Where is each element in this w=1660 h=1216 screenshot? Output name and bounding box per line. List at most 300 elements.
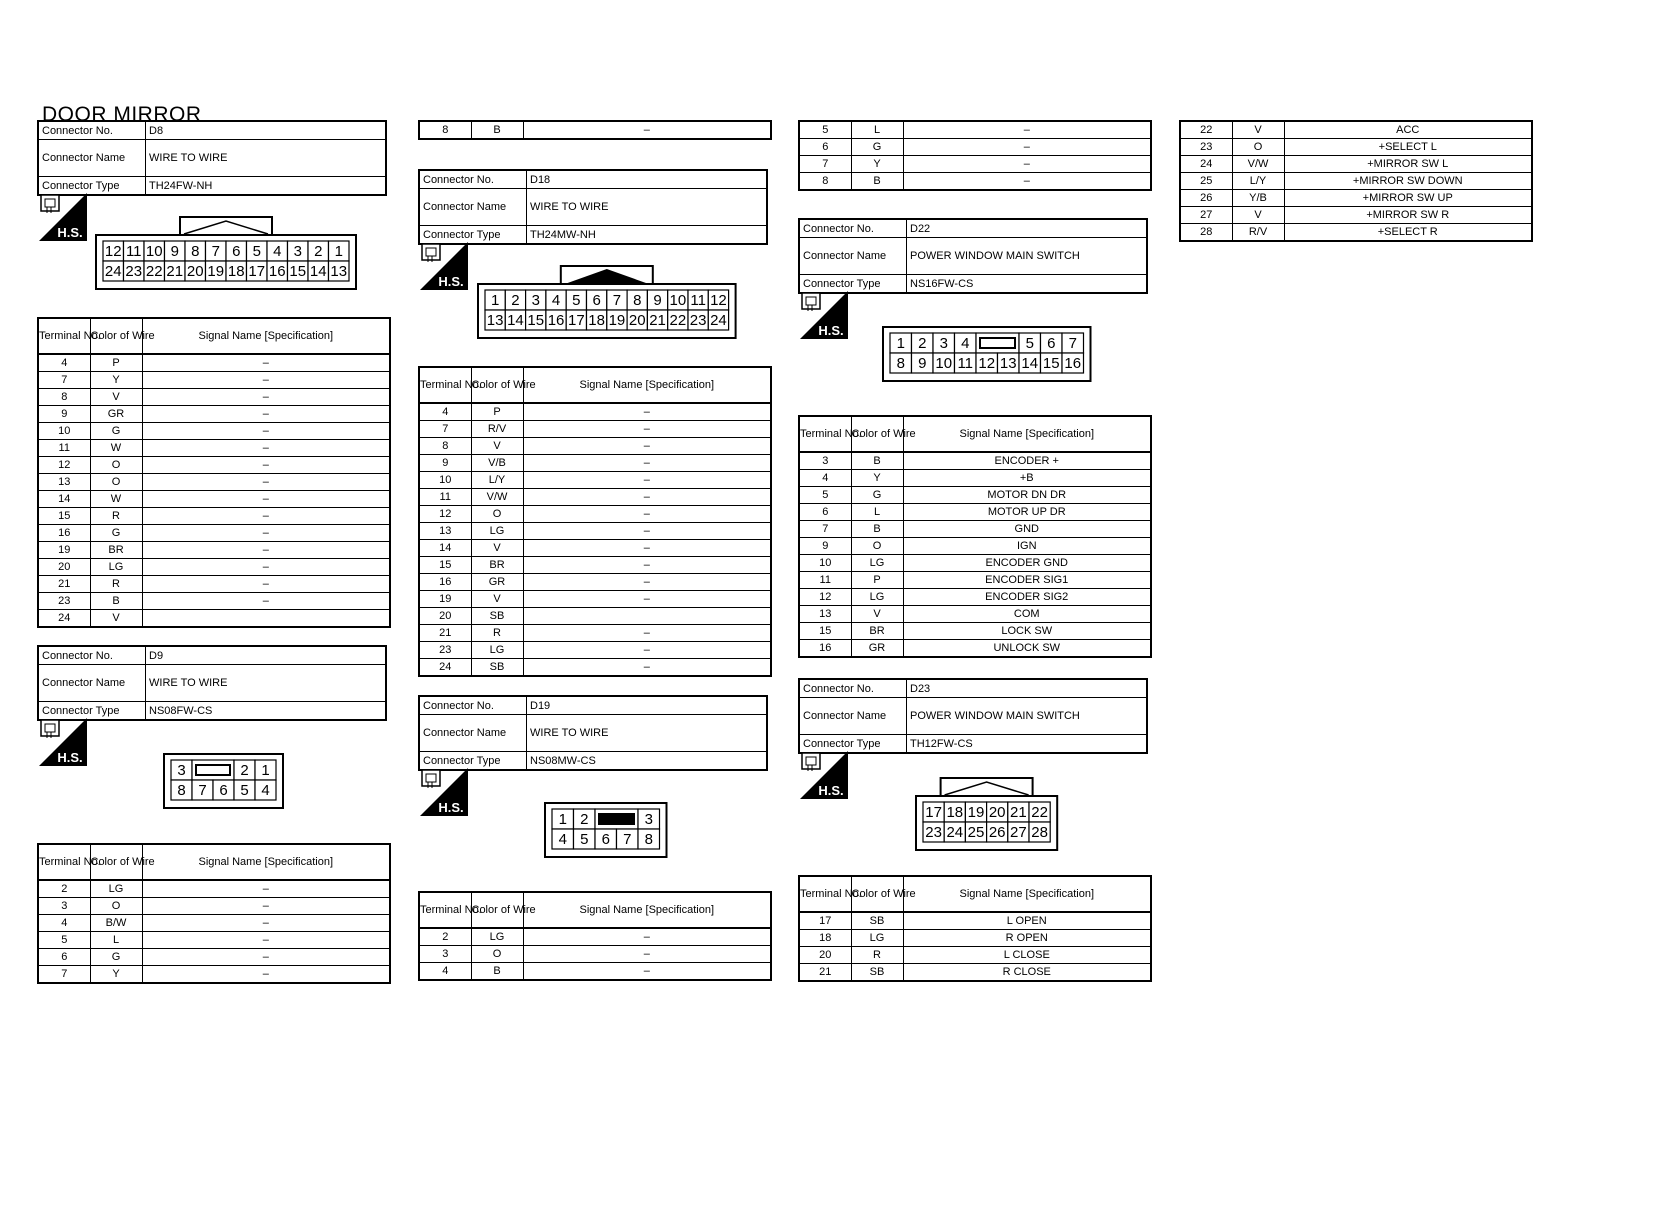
d8-no-label: Connector No. (38, 121, 146, 140)
table-row (419, 557, 771, 574)
table-row (38, 576, 390, 593)
connector-key-slot (196, 765, 230, 775)
terminal-cell: 23 (419, 642, 471, 659)
signal-cell: ENCODER SIG1 (903, 572, 1151, 589)
table-row (799, 156, 1151, 173)
signal-cell: MOTOR UP DR (903, 504, 1151, 521)
d8-info-name-row (38, 140, 386, 177)
color-header: Color of Wire (90, 318, 142, 354)
terminal-header: Terminal No. (38, 318, 90, 354)
table-header-row (38, 318, 390, 354)
d22-type-label: Connector Type (799, 275, 907, 294)
signal-cell: – (523, 946, 771, 963)
d23-type-value: TH12FW-CS (907, 735, 1148, 754)
terminal-pin: 11 (957, 355, 974, 372)
table-row (419, 928, 771, 946)
signal-header: Signal Name [Specification] (523, 367, 771, 403)
terminal-pin: 6 (592, 292, 601, 309)
d9-name-value: WIRE TO WIRE (146, 665, 387, 702)
color-cell: V/W (471, 489, 523, 506)
d8-info-table (37, 120, 387, 196)
terminal-pin: 17 (248, 263, 266, 280)
table-row (1180, 224, 1532, 242)
terminal-pin: 7 (211, 243, 220, 260)
d23-info-type-row (799, 735, 1147, 754)
terminal-pin: 21 (1010, 804, 1027, 821)
color-cell: SB (851, 912, 903, 930)
signal-cell: – (523, 642, 771, 659)
d23-name-label: Connector Name (799, 698, 907, 735)
signal-cell: MOTOR DN DR (903, 487, 1151, 504)
table-row (419, 472, 771, 489)
color-cell: V/B (471, 455, 523, 472)
color-header: Color of Wire (851, 876, 903, 912)
d8-terminal-table (37, 317, 391, 628)
signal-cell: – (523, 506, 771, 523)
terminal-pin: 18 (227, 263, 245, 280)
signal-cell: +MIRROR SW L (1284, 156, 1532, 173)
hs-label: H.S. (438, 800, 464, 815)
signal-cell: – (142, 440, 390, 457)
terminal-pin: 5 (1025, 335, 1034, 352)
color-cell: B (851, 521, 903, 538)
terminal-pin: 20 (186, 263, 204, 280)
terminal-pin: 14 (1021, 355, 1039, 372)
signal-cell: ENCODER SIG2 (903, 589, 1151, 606)
terminal-cell: 6 (799, 504, 851, 521)
terminal-pin: 1 (261, 762, 270, 779)
color-cell: V (90, 389, 142, 406)
color-cell: Y (851, 470, 903, 487)
color-cell: BR (471, 557, 523, 574)
terminal-pin: 20 (628, 312, 646, 329)
hs-label: H.S. (818, 323, 844, 338)
d22-name-label: Connector Name (799, 238, 907, 275)
table-row (38, 423, 390, 440)
terminal-cell: 9 (419, 455, 471, 472)
table-header-row (38, 844, 390, 880)
signal-cell: – (523, 421, 771, 438)
color-cell: R (90, 576, 142, 593)
d8-type-label: Connector Type (38, 177, 146, 196)
color-cell: Y (90, 372, 142, 389)
terminal-cell: 15 (38, 508, 90, 525)
table-row (38, 508, 390, 525)
table-row (38, 559, 390, 576)
terminal-cell: 26 (1180, 190, 1232, 207)
signal-cell: L OPEN (903, 912, 1151, 930)
hs-icon (420, 242, 468, 290)
table-row (1180, 139, 1532, 156)
hs-label: H.S. (57, 750, 83, 765)
signal-cell: – (523, 540, 771, 557)
terminal-cell: 24 (38, 610, 90, 628)
color-cell: B (90, 593, 142, 610)
d8-type-value: TH24FW-NH (146, 177, 387, 196)
d9-info-name-row (38, 665, 386, 702)
terminal-cell: 5 (799, 121, 851, 139)
color-header: Color of Wire (851, 416, 903, 452)
terminal-pin: 19 (608, 312, 626, 329)
color-cell: LG (90, 559, 142, 576)
color-cell: W (90, 491, 142, 508)
hs-icon (39, 193, 87, 241)
d9-info-table (37, 645, 387, 721)
table-row (1180, 207, 1532, 224)
d18-name-value: WIRE TO WIRE (527, 189, 768, 226)
color-cell: L (851, 504, 903, 521)
d23-name-value: POWER WINDOW MAIN SWITCH (907, 698, 1148, 735)
color-cell: W (90, 440, 142, 457)
table-row (419, 625, 771, 642)
table-row (419, 438, 771, 455)
terminal-cell: 24 (419, 659, 471, 677)
table-row (799, 964, 1151, 982)
d19-type-label: Connector Type (419, 752, 527, 771)
signal-header: Signal Name [Specification] (142, 318, 390, 354)
color-cell: L/Y (1232, 173, 1284, 190)
d18-info-name-row (419, 189, 767, 226)
terminal-pin: 24 (946, 824, 964, 841)
d8-no-value: D8 (146, 121, 387, 140)
table-row (419, 421, 771, 438)
connector-key-slot (980, 338, 1015, 348)
table-row (419, 591, 771, 608)
color-cell: V (1232, 121, 1284, 139)
table-row (38, 474, 390, 491)
terminal-pin: 15 (1042, 355, 1060, 372)
color-cell: LG (471, 523, 523, 540)
terminal-pin: 22 (145, 263, 163, 280)
terminal-pin: 17 (925, 804, 942, 821)
color-cell: P (851, 572, 903, 589)
signal-cell: – (523, 557, 771, 574)
terminal-cell: 16 (38, 525, 90, 542)
d23-info-name-row (799, 698, 1147, 735)
terminal-pin: 3 (644, 811, 653, 828)
table-row (38, 593, 390, 610)
table-row (419, 608, 771, 625)
hs-icon (39, 718, 87, 766)
terminal-pin: 7 (198, 782, 207, 799)
terminal-header: Terminal No. (419, 367, 471, 403)
terminal-cell: 7 (419, 421, 471, 438)
hs-icon (800, 291, 848, 339)
hs-label: H.S. (438, 274, 464, 289)
terminal-pin: 2 (580, 811, 589, 828)
d18-type-value: TH24MW-NH (527, 226, 768, 245)
table-row (799, 589, 1151, 606)
signal-cell: +B (903, 470, 1151, 487)
terminal-pin: 9 (653, 292, 662, 309)
terminal-cell: 12 (799, 589, 851, 606)
d19-info-table (418, 695, 768, 771)
signal-cell: – (523, 438, 771, 455)
table-row (799, 452, 1151, 470)
terminal-cell: 2 (38, 880, 90, 898)
signal-cell: – (523, 625, 771, 642)
d19-name-label: Connector Name (419, 715, 527, 752)
table-row (38, 610, 390, 628)
d22-info-table (798, 218, 1148, 294)
d9-info-no-row (38, 646, 386, 665)
terminal-cell: 4 (419, 963, 471, 981)
color-cell: LG (851, 930, 903, 947)
terminal-pin: 19 (967, 804, 985, 821)
terminal-pin: 20 (988, 804, 1006, 821)
terminal-pin: 15 (527, 312, 545, 329)
terminal-pin: 4 (558, 831, 567, 848)
table-row (799, 640, 1151, 658)
color-cell: B/W (90, 915, 142, 932)
terminal-cell: 11 (799, 572, 851, 589)
table-row (419, 506, 771, 523)
terminal-cell: 8 (419, 438, 471, 455)
table-row (799, 606, 1151, 623)
color-cell: V (471, 540, 523, 557)
d18-no-label: Connector No. (419, 170, 527, 189)
signal-header: Signal Name [Specification] (523, 892, 771, 928)
signal-header: Signal Name [Specification] (142, 844, 390, 880)
table-row (419, 403, 771, 421)
hs-label: H.S. (818, 783, 844, 798)
terminal-pin: 8 (896, 355, 905, 372)
terminal-pin: 13 (486, 312, 504, 329)
d19-connector-face (544, 802, 668, 858)
terminal-cell: 5 (38, 932, 90, 949)
terminal-cell: 7 (799, 521, 851, 538)
terminal-cell: 11 (419, 489, 471, 506)
table-row (38, 898, 390, 915)
terminal-pin: 12 (710, 292, 727, 309)
terminal-pin: 14 (507, 312, 524, 329)
d18-connector-face (477, 265, 737, 339)
d8-name-label: Connector Name (38, 140, 146, 177)
terminal-cell: 13 (799, 606, 851, 623)
terminal-pin: 1 (334, 243, 343, 260)
signal-cell: ACC (1284, 121, 1532, 139)
color-cell: LG (90, 880, 142, 898)
signal-cell: – (142, 354, 390, 372)
d18-terminal-table (418, 366, 772, 677)
terminal-pin: 2 (918, 335, 927, 352)
signal-cell: UNLOCK SW (903, 640, 1151, 658)
table-row (38, 525, 390, 542)
color-cell: G (90, 949, 142, 966)
terminal-cell: 22 (1180, 121, 1232, 139)
table-row (799, 947, 1151, 964)
terminal-pin: 16 (268, 263, 286, 280)
color-cell: BR (851, 623, 903, 640)
color-header: Color of Wire (471, 892, 523, 928)
terminal-cell: 13 (419, 523, 471, 540)
terminal-cell: 3 (419, 946, 471, 963)
color-cell: V (90, 610, 142, 628)
table-row (419, 489, 771, 506)
color-cell: V (471, 591, 523, 608)
table-header-row (419, 892, 771, 928)
signal-cell: GND (903, 521, 1151, 538)
terminal-cell: 14 (419, 540, 471, 557)
d9-info-type-row (38, 702, 386, 721)
d18-info-no-row (419, 170, 767, 189)
d22-name-value: POWER WINDOW MAIN SWITCH (907, 238, 1148, 275)
terminal-pin: 8 (644, 831, 653, 848)
terminal-cell: 23 (1180, 139, 1232, 156)
color-cell: G (90, 423, 142, 440)
terminal-header: Terminal No. (799, 876, 851, 912)
d18-info-type-row (419, 226, 767, 245)
signal-cell: +MIRROR SW DOWN (1284, 173, 1532, 190)
d22-info-name-row (799, 238, 1147, 275)
d18-name-label: Connector Name (419, 189, 527, 226)
d19-type-value: NS08MW-CS (527, 752, 768, 771)
signal-cell: – (142, 508, 390, 525)
color-cell: R/V (1232, 224, 1284, 242)
terminal-pin: 6 (1047, 335, 1056, 352)
signal-cell: – (523, 121, 771, 139)
page-title: DOOR MIRROR (42, 103, 202, 126)
table-row (38, 932, 390, 949)
terminal-pin: 6 (601, 831, 610, 848)
terminal-cell: 4 (38, 354, 90, 372)
d22-info-type-row (799, 275, 1147, 294)
color-cell: L (851, 121, 903, 139)
terminal-cell: 2 (419, 928, 471, 946)
table-row (1180, 121, 1532, 139)
terminal-cell: 8 (799, 173, 851, 191)
color-cell: Y (851, 156, 903, 173)
terminal-cell: 24 (1180, 156, 1232, 173)
color-cell: BR (90, 542, 142, 559)
color-cell: LG (471, 928, 523, 946)
terminal-pin: 11 (690, 292, 706, 309)
d22-terminal-table (798, 415, 1152, 658)
terminal-pin: 18 (588, 312, 605, 329)
terminal-pin: 1 (490, 292, 500, 309)
table-header-row (799, 416, 1151, 452)
terminal-cell: 10 (38, 423, 90, 440)
d22-connector-face (882, 326, 1092, 382)
table-row (419, 963, 771, 981)
color-cell: GR (90, 406, 142, 423)
terminal-pin: 6 (219, 782, 228, 799)
terminal-cell: 7 (799, 156, 851, 173)
color-cell: O (90, 898, 142, 915)
terminal-cell: 12 (38, 457, 90, 474)
terminal-pin: 2 (240, 762, 249, 779)
color-cell: SB (471, 659, 523, 677)
color-cell: LG (471, 642, 523, 659)
table-row (799, 930, 1151, 947)
color-cell: B (471, 121, 523, 139)
d9-no-label: Connector No. (38, 646, 146, 665)
terminal-pin: 24 (710, 312, 727, 329)
terminal-pin: 3 (293, 243, 302, 260)
terminal-pin: 7 (623, 831, 632, 848)
terminal-cell: 14 (38, 491, 90, 508)
terminal-pin: 11 (125, 243, 142, 260)
color-cell: B (851, 452, 903, 470)
terminal-cell: 5 (799, 487, 851, 504)
table-row (799, 487, 1151, 504)
terminal-cell: 8 (419, 121, 471, 139)
terminal-cell: 3 (799, 452, 851, 470)
table-row (799, 470, 1151, 487)
color-cell: O (851, 538, 903, 555)
terminal-cell: 15 (419, 557, 471, 574)
signal-cell: – (142, 474, 390, 491)
terminal-pin: 7 (612, 292, 622, 309)
terminal-pin: 3 (939, 335, 948, 352)
terminal-cell: 11 (38, 440, 90, 457)
signal-cell: – (523, 659, 771, 677)
d9-type-value: NS08FW-CS (146, 702, 387, 721)
signal-cell: ENCODER + (903, 452, 1151, 470)
terminal-pin: 15 (289, 263, 307, 280)
table-row (38, 389, 390, 406)
terminal-cell: 7 (38, 372, 90, 389)
terminal-pin: 5 (240, 782, 249, 799)
color-cell: R (851, 947, 903, 964)
d9-connector-face (163, 753, 284, 809)
color-cell: B (851, 173, 903, 191)
table-row (38, 491, 390, 508)
color-cell: V (471, 438, 523, 455)
terminal-pin: 5 (580, 831, 589, 848)
signal-cell: – (142, 389, 390, 406)
terminal-cell: 10 (419, 472, 471, 489)
table-row (38, 949, 390, 966)
table-row (38, 406, 390, 423)
signal-cell: – (523, 523, 771, 540)
terminal-pin: 4 (551, 292, 561, 309)
signal-cell: – (142, 491, 390, 508)
signal-cell: – (523, 403, 771, 421)
terminal-pin: 25 (967, 824, 985, 841)
table-row (1180, 173, 1532, 190)
table-row (799, 504, 1151, 521)
hs-label: H.S. (57, 225, 83, 240)
terminal-cell: 23 (38, 593, 90, 610)
d8-terminal-table-continued (418, 120, 772, 140)
table-row (419, 540, 771, 557)
signal-cell: – (142, 966, 390, 984)
color-cell: P (90, 354, 142, 372)
terminal-pin: 23 (925, 824, 942, 841)
signal-cell: – (523, 591, 771, 608)
signal-cell: – (142, 915, 390, 932)
signal-cell: +SELECT R (1284, 224, 1532, 242)
table-row (419, 574, 771, 591)
terminal-cell: 9 (38, 406, 90, 423)
signal-cell: – (903, 156, 1151, 173)
table-row (799, 572, 1151, 589)
signal-cell: – (142, 593, 390, 610)
terminal-pin: 1 (558, 811, 567, 828)
table-row (799, 521, 1151, 538)
terminal-pin: 10 (669, 292, 687, 309)
color-cell: Y/B (1232, 190, 1284, 207)
terminal-pin: 7 (1068, 335, 1077, 352)
terminal-pin: 4 (273, 243, 282, 260)
table-row (799, 912, 1151, 930)
color-cell: SB (471, 608, 523, 625)
terminal-cell: 19 (419, 591, 471, 608)
hs-icon (420, 768, 468, 816)
d8-info-no-row (38, 121, 386, 140)
d19-no-label: Connector No. (419, 696, 527, 715)
